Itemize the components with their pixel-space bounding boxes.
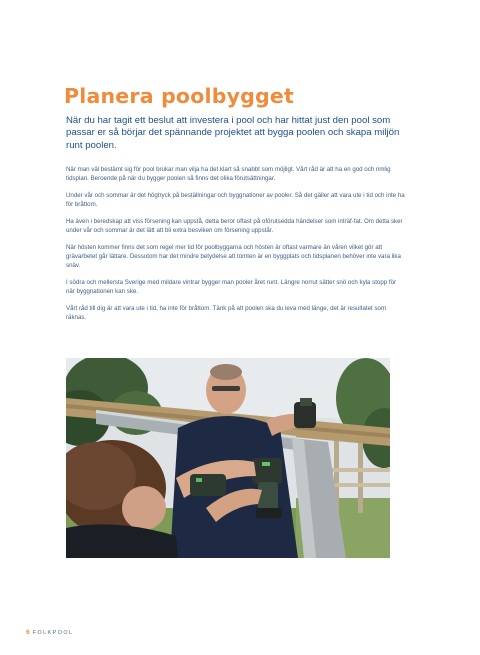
construction-photo-illustration — [66, 358, 390, 558]
body-text — [66, 166, 406, 332]
lead-paragraph: När du har tagit ett beslut att investera i pool och har hittat just den pool som passar er så börjar det spännande projektet att bygga poolen och skapa miljön runt poolen. — [66, 115, 400, 151]
page-footer — [26, 629, 73, 636]
body-paragraph: När hösten kommer finns det som regel mer tid för poolbyggarna och hösten är oftast varmare än våren vilket gör att grävarbetet går lättare. Dessutom har det mindre betydelse att tomten är en byggplats och tidsplanen behöver inte vara lika snäv. — [66, 244, 401, 270]
body-paragraph: Vårt råd till dig är att vara ute i tid, ha inte för bråttom. Tänk på att poolen ska du leva med länge, det är resultatet som räknas. — [66, 305, 387, 322]
construction-photo — [66, 358, 390, 558]
brand-name: FOLKPOOL — [32, 630, 74, 636]
body-paragraph: När man väl bestämt sig för pool brukar man vilja ha det klart så snabbt som möjligt. Vårt råd är att ha en god och rimlig tidsplan. Beroende på när du bygger poolen så finns det olika förutsättningar. — [66, 166, 391, 182]
body-paragraph: I södra och mellersta Sverige med mildare vintrar bygger man pooler året runt. Längre norrut sätter snö och kyla stopp för när byggnationen kan ske. — [66, 279, 397, 296]
page-title: Planera poolbygget — [64, 84, 295, 108]
body-paragraph: Ha även i beredskap att viss försening kan uppstå, detta beror oftast på oförutsedda händelser som inträf-fat. Om detta sker under vår och sommar är det lätt att bli extra besviken om försening uppstår. — [66, 218, 403, 235]
page-number: 6 — [26, 629, 30, 636]
body-paragraph: Under vår och sommar är det högtryck på beställningar och byggnationer av pooler. Så det gäller att vara ute i tid och inte ha för bråttom. — [66, 192, 405, 209]
